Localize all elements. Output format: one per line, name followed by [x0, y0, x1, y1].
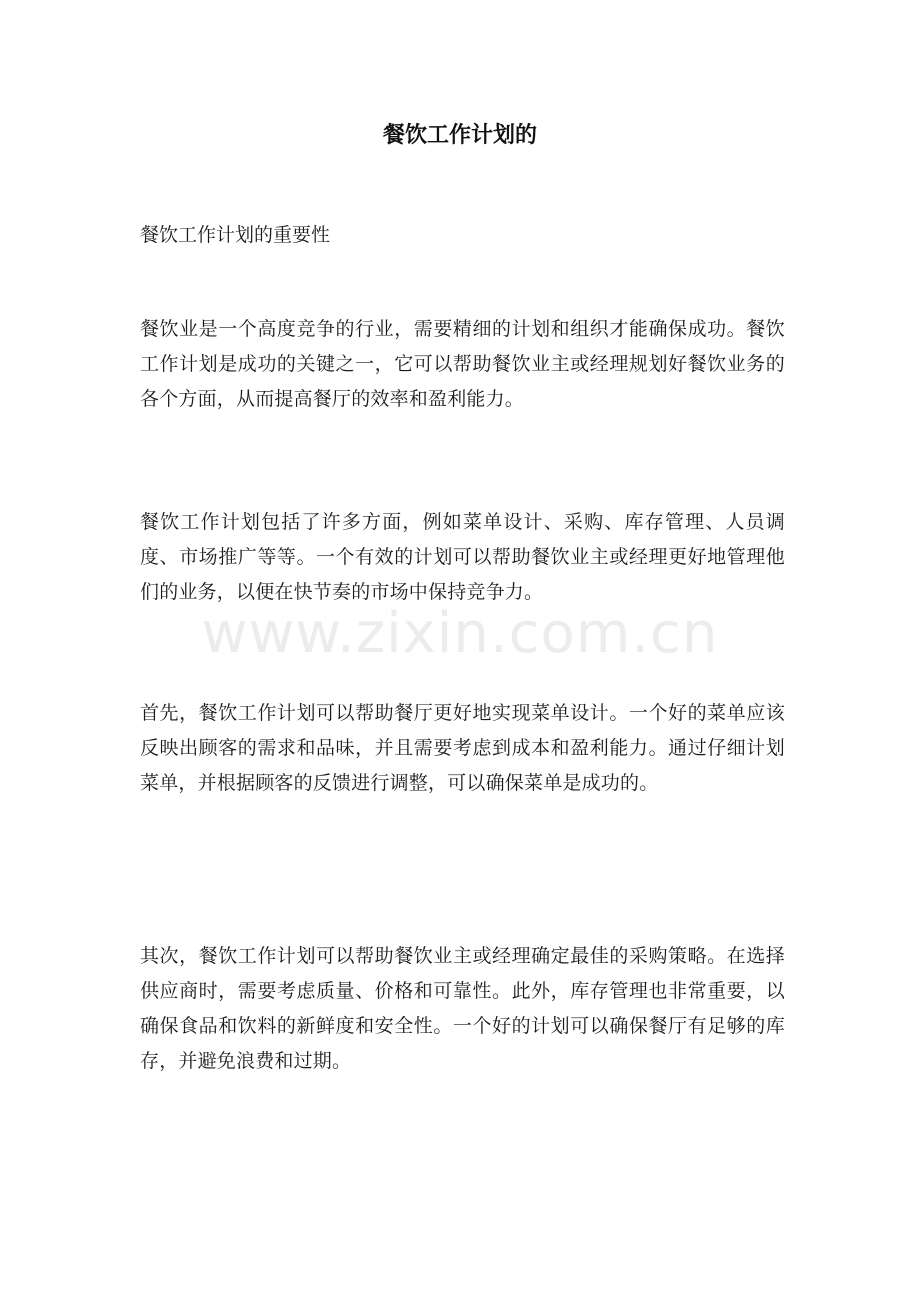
paragraph: 餐饮工作计划包括了许多方面，例如菜单设计、采购、库存管理、人员调度、市场推广等等。一个有效的计划可以帮助餐饮业主或经理更好地管理他们的业务，以便在快节奏的市场中保持竞争力。 [140, 511, 785, 603]
paragraph: 餐饮业是一个高度竞争的行业，需要精细的计划和组织才能确保成功。餐饮工作计划是成功的关键之一，它可以帮助餐饮业主或经理规划好餐饮业务的各个方面，从而提高餐厅的效率和盈利能力。 [140, 318, 785, 410]
section-heading: 餐饮工作计划的重要性 [140, 224, 331, 246]
paragraph: 其次，餐饮工作计划可以帮助餐饮业主或经理确定最佳的采购策略。在选择供应商时，需要考虑质量、价格和可靠性。此外，库存管理也非常重要，以确保食品和饮料的新鲜度和安全性。一个好的计划可以确保餐厅有足够的库存，并避免浪费和过期。 [140, 945, 785, 1072]
document-title: 餐饮工作计划的 [382, 123, 537, 148]
watermark-text: www.zixin.com.cn [201, 601, 719, 666]
paragraph: 首先，餐饮工作计划可以帮助餐厅更好地实现菜单设计。一个好的菜单应该反映出顾客的需求和品味，并且需要考虑到成本和盈利能力。通过仔细计划菜单，并根据顾客的反馈进行调整，可以确保菜单是成功的。 [140, 702, 785, 794]
